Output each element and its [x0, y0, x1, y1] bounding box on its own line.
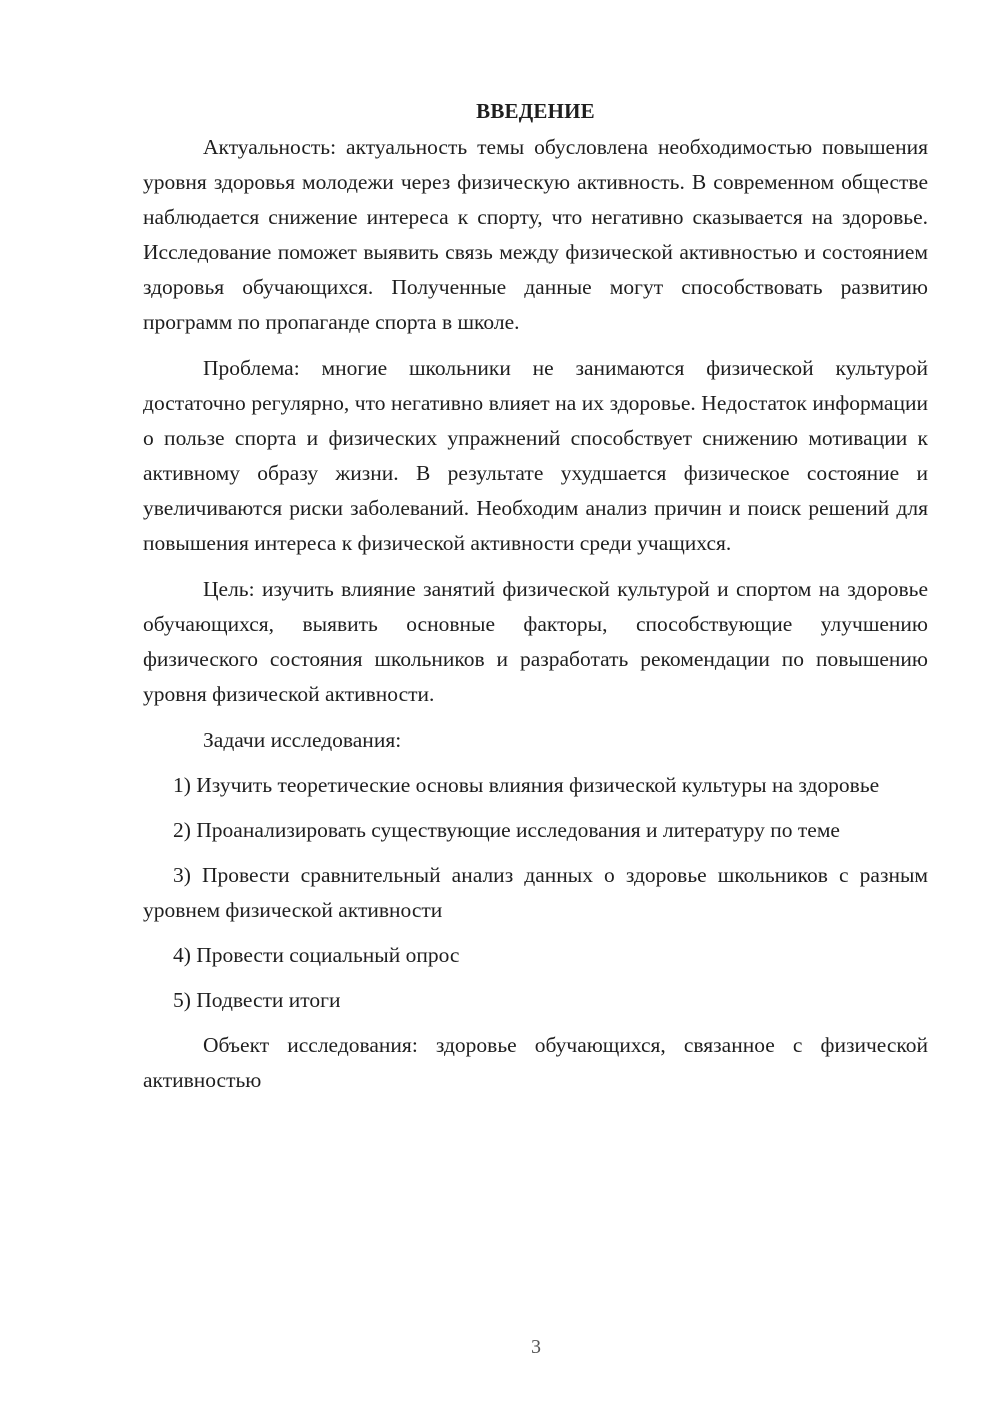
paragraph-object: Объект исследования: здоровье обучающихся, связанное с физической активностью	[143, 1033, 928, 1092]
task-item: 4) Провести социальный опрос	[173, 943, 460, 967]
tasks-heading: Задачи исследования:	[203, 728, 402, 752]
page-number: 3	[531, 1336, 541, 1358]
paragraph-goal: Цель: изучить влияние занятий физической культурой и спортом на здоровье обучающихся, выявить основные факторы, способствующие улучшению физического состояния школьников и разработать рекомендации по повышению уровня физической активности.	[143, 577, 928, 706]
page-content	[143, 96, 928, 1109]
paragraph-relevance: Актуальность: актуальность темы обусловлена необходимостью повышения уровня здоровья молодежи через физическую активность. В современном обществе наблюдается снижение интереса к спорту, что негативно сказывается на здоровье. Исследование поможет выявить связь между физической активностью и состоянием здоровья обучающихся. Полученные данные могут способствовать развитию программ по пропаганде спорта в школе.	[143, 135, 928, 334]
task-item: 5) Подвести итоги	[173, 988, 341, 1012]
paragraph-problem: Проблема: многие школьники не занимаются физической культурой достаточно регулярно, что негативно влияет на их здоровье. Недостаток информации о пользе спорта и физических упражнений способствует снижению мотивации к активному образу жизни. В результате ухудшается физическое состояние и увеличиваются риски заболеваний. Необходим анализ причин и поиск решений для повышения интереса к физической активности среди учащихся.	[143, 356, 928, 555]
task-item: 1) Изучить теоретические основы влияния физической культуры на здоровье	[173, 773, 880, 797]
section-title: ВВЕДЕНИЕ	[476, 99, 595, 123]
task-item: 3) Провести сравнительный анализ данных о здоровье школьников с разным уровнем физической активности	[143, 863, 928, 922]
task-item: 2) Проанализировать существующие исследования и литературу по теме	[173, 818, 840, 842]
